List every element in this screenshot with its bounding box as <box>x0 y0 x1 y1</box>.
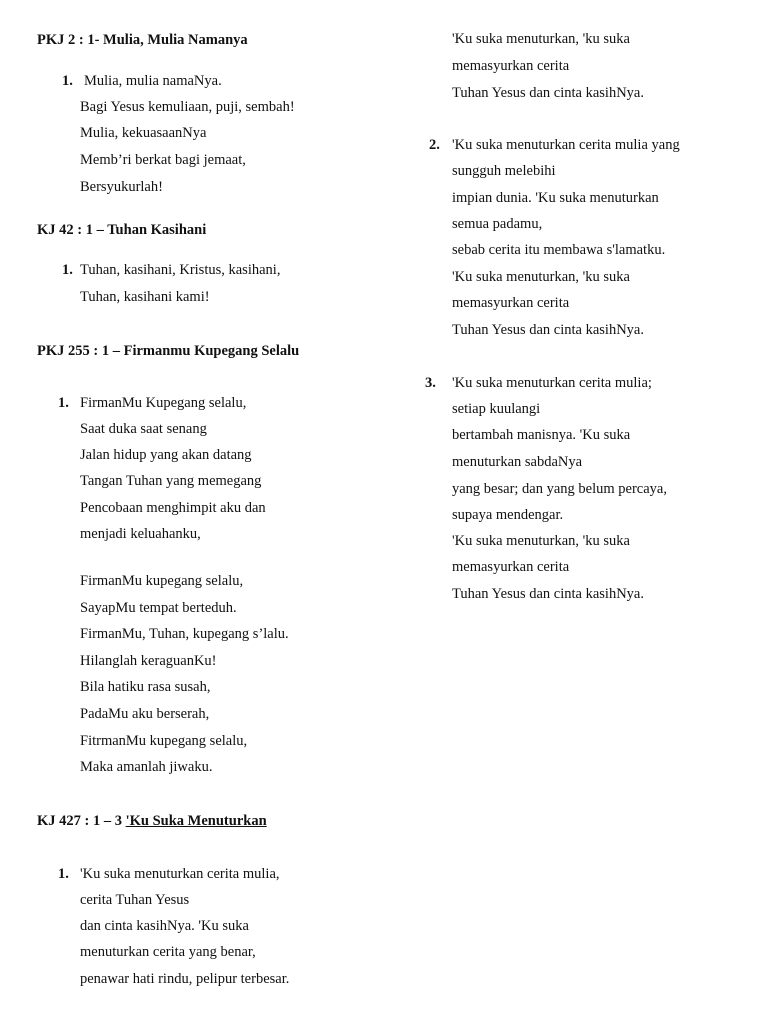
lyric-line: Mulia, kekuasaanNya <box>80 125 207 141</box>
verse-number: 1. <box>58 866 69 882</box>
song-heading-kj42: KJ 42 : 1 – Tuhan Kasihani <box>37 222 207 238</box>
refrain-line: PadaMu aku berserah, <box>80 706 210 722</box>
lyric-line: cerita Tuhan Yesus <box>80 892 190 908</box>
verse-number: 1. <box>58 395 69 411</box>
lyric-line: 'Ku suka menuturkan, 'ku suka <box>452 31 630 47</box>
verse-number: 1. <box>62 262 73 278</box>
refrain-line: Maka amanlah jiwaku. <box>80 759 213 775</box>
refrain-line: FirmanMu, Tuhan, kupegang s’lalu. <box>80 626 289 642</box>
lyric-line: menuturkan sabdaNya <box>452 454 583 470</box>
lyric-line: memasyurkan cerita <box>452 58 570 74</box>
lyric-line: menjadi keluahanku, <box>80 526 201 542</box>
song-heading-pkj255: PKJ 255 : 1 – Firmanmu Kupegang Selalu <box>37 343 300 359</box>
lyric-line: menuturkan cerita yang benar, <box>80 944 256 960</box>
heading-title: 'Ku Suka Menuturkan <box>125 813 267 829</box>
refrain-line: Hilanglah keraguanKu! <box>80 653 217 669</box>
verse-number: 3. <box>425 375 436 391</box>
lyric-line: 'Ku suka menuturkan cerita mulia; <box>452 375 652 391</box>
lyric-line: Jalan hidup yang akan datang <box>80 447 252 463</box>
lyric-line: Tangan Tuhan yang memegang <box>80 473 262 489</box>
heading-prefix: KJ 427 : 1 – 3 <box>37 813 126 829</box>
lyric-line: Tuhan, kasihani kami! <box>80 289 210 305</box>
lyric-line: Memb’ri berkat bagi jemaat, <box>80 152 246 168</box>
lyric-line: Mulia, mulia namaNya. <box>84 73 222 89</box>
lyric-line: setiap kuulangi <box>452 401 541 417</box>
song-heading-kj427 <box>37 813 267 830</box>
refrain-line: FitrmanMu kupegang selalu, <box>80 733 248 749</box>
lyric-line: Pencobaan menghimpit aku dan <box>80 500 266 516</box>
lyric-line: bertambah manisnya. 'Ku suka <box>452 427 631 443</box>
lyric-line: 'Ku suka menuturkan cerita mulia, <box>80 866 280 882</box>
lyric-line: FirmanMu Kupegang selalu, <box>80 395 247 411</box>
refrain-line: Bila hatiku rasa susah, <box>80 679 211 695</box>
lyric-line: Tuhan Yesus dan cinta kasihNya. <box>452 85 644 101</box>
lyric-line: 'Ku suka menuturkan, 'ku suka <box>452 533 630 549</box>
lyric-line: sebab cerita itu membawa s'lamatku. <box>452 242 666 258</box>
lyric-line: Saat duka saat senang <box>80 421 207 437</box>
lyric-line: penawar hati rindu, pelipur terbesar. <box>80 971 290 987</box>
lyric-line: memasyurkan cerita <box>452 559 570 575</box>
refrain-line: FirmanMu kupegang selalu, <box>80 573 244 589</box>
lyric-line: semua padamu, <box>452 216 543 232</box>
lyric-line: Bersyukurlah! <box>80 179 163 195</box>
lyric-line: Bagi Yesus kemuliaan, puji, sembah! <box>80 99 295 115</box>
lyric-line: impian dunia. 'Ku suka menuturkan <box>452 190 659 206</box>
lyric-line: sungguh melebihi <box>452 163 556 179</box>
song-heading-pkj2: PKJ 2 : 1- Mulia, Mulia Namanya <box>37 32 248 48</box>
lyric-line: yang besar; dan yang belum percaya, <box>452 481 667 497</box>
lyric-line: Tuhan Yesus dan cinta kasihNya. <box>452 586 644 602</box>
verse-number: 2. <box>429 137 440 153</box>
lyric-line: 'Ku suka menuturkan, 'ku suka <box>452 269 630 285</box>
lyric-line: Tuhan Yesus dan cinta kasihNya. <box>452 322 644 338</box>
lyric-line: memasyurkan cerita <box>452 295 570 311</box>
verse-number: 1. <box>62 73 73 89</box>
lyric-line: Tuhan, kasihani, Kristus, kasihani, <box>80 262 281 278</box>
lyric-line: supaya mendengar. <box>452 507 564 523</box>
lyric-line: dan cinta kasihNya. 'Ku suka <box>80 918 249 934</box>
lyric-line: 'Ku suka menuturkan cerita mulia yang <box>452 137 680 153</box>
refrain-line: SayapMu tempat berteduh. <box>80 600 237 616</box>
